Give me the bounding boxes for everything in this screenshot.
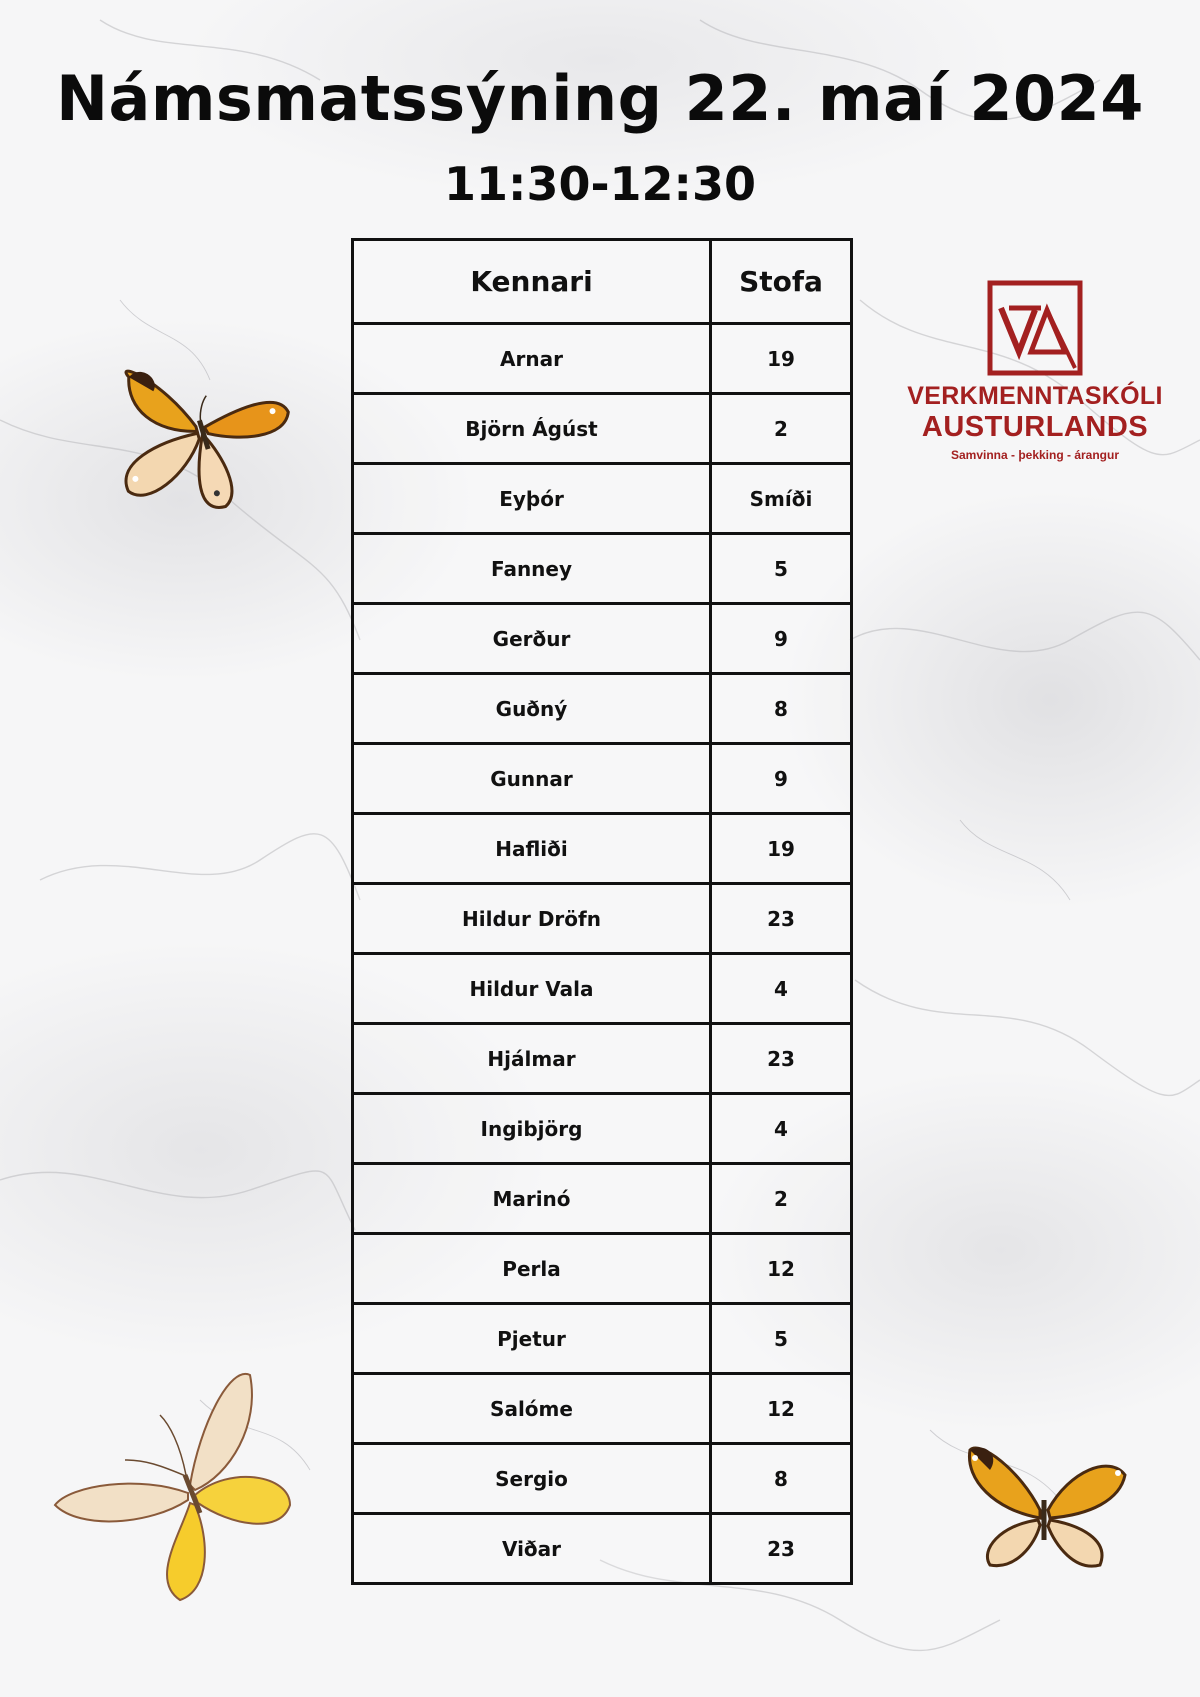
room-number: 9 (711, 744, 852, 814)
room-number: 5 (711, 1304, 852, 1374)
teacher-name: Guðný (353, 674, 711, 744)
room-number: 19 (711, 324, 852, 394)
teacher-name: Ingibjörg (353, 1094, 711, 1164)
table-row (353, 464, 852, 534)
teacher-name: Pjetur (353, 1304, 711, 1374)
schedule-table (351, 238, 853, 1585)
table-row (353, 1514, 852, 1584)
table-row (353, 324, 852, 394)
room-number: 5 (711, 534, 852, 604)
logo-line-2: AUSTURLANDS (921, 411, 1149, 443)
table-row (353, 744, 852, 814)
logo-tagline: Samvinna - þekking - árangur (950, 448, 1120, 462)
teacher-name: Arnar (353, 324, 711, 394)
table-row (353, 814, 852, 884)
room-number: 12 (711, 1234, 852, 1304)
room-number: 2 (711, 1164, 852, 1234)
teacher-name: Salóme (353, 1374, 711, 1444)
header-kennari: Kennari (353, 240, 711, 324)
table-row (353, 604, 852, 674)
teacher-name: Sergio (353, 1444, 711, 1514)
teacher-name: Fanney (353, 534, 711, 604)
table-row (353, 1024, 852, 1094)
teacher-name: Viðar (353, 1514, 711, 1584)
page-title: Námsmatssýning 22. maí 2024 (56, 62, 1144, 135)
teacher-name: Björn Ágúst (353, 394, 711, 464)
teacher-name: Hildur Dröfn (353, 884, 711, 954)
room-number: 12 (711, 1374, 852, 1444)
teacher-name: Hafliði (353, 814, 711, 884)
table-row (353, 1164, 852, 1234)
room-number: 9 (711, 604, 852, 674)
table-row (353, 954, 852, 1024)
butterfly-orange-icon (105, 340, 300, 520)
teacher-name: Perla (353, 1234, 711, 1304)
room-number: 2 (711, 394, 852, 464)
table-row (353, 884, 852, 954)
room-number: 8 (711, 674, 852, 744)
table-row (353, 394, 852, 464)
table-row (353, 1234, 852, 1304)
teacher-name: Eyþór (353, 464, 711, 534)
butterfly-orange-icon (960, 1440, 1130, 1580)
room-number: 23 (711, 1024, 852, 1094)
header-stofa: Stofa (711, 240, 852, 324)
table-row (353, 1374, 852, 1444)
room-number: 19 (711, 814, 852, 884)
room-number: 4 (711, 954, 852, 1024)
room-number: 8 (711, 1444, 852, 1514)
va-logo-icon (987, 280, 1083, 376)
logo-line-1: VERKMENNTASKÓLI (907, 382, 1163, 410)
teacher-name: Gerður (353, 604, 711, 674)
room-number: Smíði (711, 464, 852, 534)
table-row (353, 674, 852, 744)
teacher-name: Gunnar (353, 744, 711, 814)
table-row (353, 534, 852, 604)
table-header-row (353, 240, 852, 324)
butterfly-yellow-icon (50, 1365, 300, 1605)
teacher-name: Hildur Vala (353, 954, 711, 1024)
teacher-name: Marinó (353, 1164, 711, 1234)
school-logo (905, 280, 1165, 462)
room-number: 4 (711, 1094, 852, 1164)
teacher-name: Hjálmar (353, 1024, 711, 1094)
room-number: 23 (711, 1514, 852, 1584)
time-range: 11:30-12:30 (444, 157, 756, 211)
table-row (353, 1094, 852, 1164)
table-row (353, 1444, 852, 1514)
table-row (353, 1304, 852, 1374)
room-number: 23 (711, 884, 852, 954)
